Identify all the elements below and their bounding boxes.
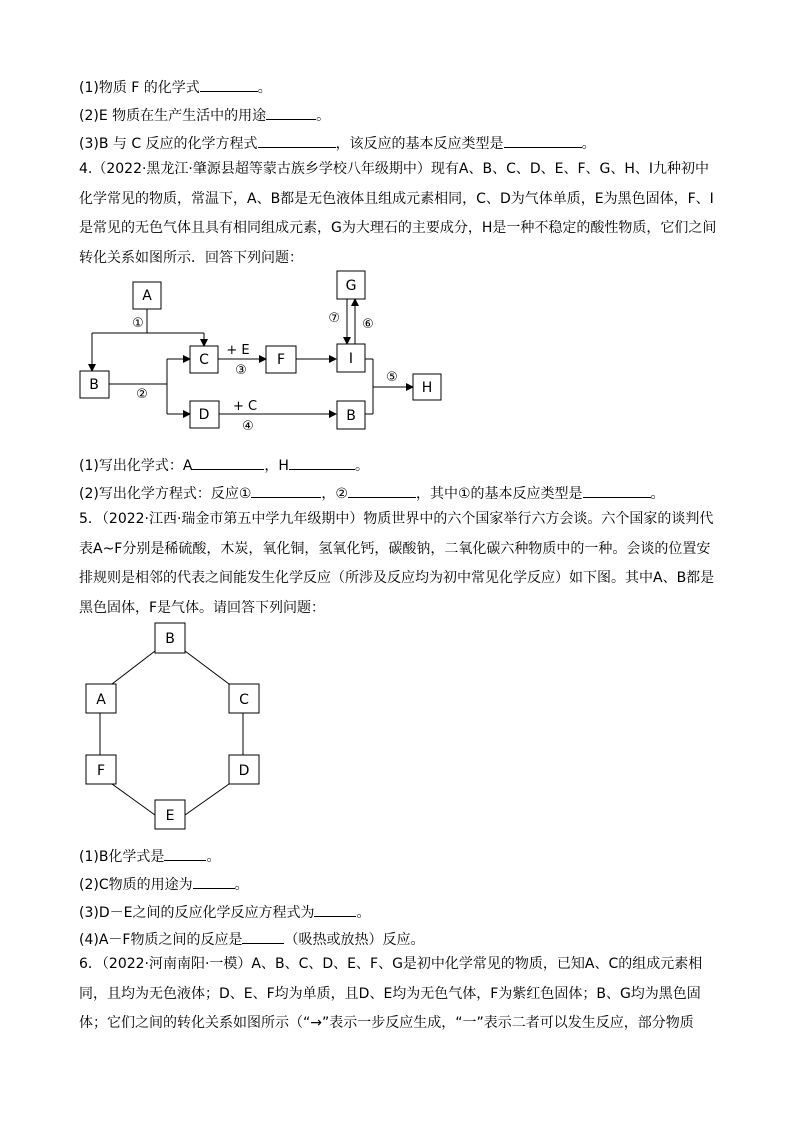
q3-sub3-text-2: ，该反应的基本反应类型是: [335, 136, 504, 152]
reaction-label-6: ⑥: [362, 317, 374, 332]
svg-text:D: D: [198, 407, 210, 423]
svg-text:I: I: [348, 351, 354, 367]
reaction-label-2: ②: [136, 387, 148, 402]
q4-sub1-end: 。: [354, 458, 369, 474]
q3-sub3-end: 。: [581, 136, 596, 152]
answer-blank[interactable]: [289, 455, 355, 470]
reaction-label-7: ⑦: [328, 311, 340, 326]
q3-sub2-text: (2)E 物质在生产生活中的用途: [79, 108, 267, 124]
svg-text:A: A: [96, 692, 106, 708]
q4-sub2-text-3: ，其中①的基本反应类型是: [415, 486, 583, 502]
svg-text:F: F: [276, 352, 286, 368]
answer-blank[interactable]: [242, 929, 284, 944]
q3-sub1-end: 。: [257, 80, 272, 96]
q5-sub4-end: （吸热或放热）反应。: [284, 932, 425, 948]
q5-sub1: [79, 846, 220, 866]
q5-sub1-end: 。: [206, 849, 221, 865]
svg-text:A: A: [142, 288, 152, 304]
q3-sub2-end: 。: [316, 108, 331, 124]
q5-sub4-text: (4)A－F物质之间的反应是: [79, 932, 243, 948]
reaction-label-3: ③: [235, 363, 247, 378]
answer-blank[interactable]: [251, 483, 321, 498]
answer-blank[interactable]: [258, 133, 336, 148]
q3-sub2: [79, 105, 330, 125]
node-B2: [337, 401, 365, 429]
answer-blank[interactable]: [200, 77, 258, 92]
q5-sub2-text: (2)C物质的用途为: [79, 877, 193, 893]
answer-blank[interactable]: [266, 105, 316, 120]
node-F: [266, 346, 296, 373]
q4-sub1-text-2: ，H: [264, 458, 289, 474]
node-C: [190, 346, 218, 373]
q4-sub2-end: 。: [650, 486, 665, 502]
q4-stem: 4.（2022·黑龙江·肇源县超等蒙古族乡学校八年级期中）现有A、B、C、D、E、F、G、H、I九种初中化学常见的物质，常温下，A、B都是无色液体且组成元素相同，C、D为气体单质，E为黑色固体，F、I是常见的无色气体且具有相同组成元素，G为大理石的主要成分，H是一种不稳定的酸性物质，它们之间转化关系如图所示．回答下列问题：: [79, 161, 717, 266]
node-E: [155, 800, 185, 829]
q4-sub1-text: (1)写出化学式：A: [79, 458, 193, 474]
node-H: [413, 374, 441, 400]
svg-text:C: C: [199, 352, 209, 368]
node-B: [80, 371, 109, 398]
svg-text:G: G: [345, 278, 357, 294]
svg-text:B: B: [346, 408, 356, 424]
svg-text:B: B: [89, 377, 99, 393]
q4-sub2-text: (2)写出化学方程式：反应①: [79, 486, 252, 502]
q3-sub3: [79, 133, 596, 153]
node-D: [190, 401, 219, 428]
answer-blank[interactable]: [192, 455, 264, 470]
q5-sub2-end: 。: [234, 877, 249, 893]
node-A: [133, 282, 161, 309]
q4-sub2: [79, 483, 665, 503]
answer-blank[interactable]: [314, 902, 356, 917]
node-A: [86, 684, 116, 713]
q5-sub3-end: 。: [356, 905, 371, 921]
q5-sub3-text: (3)D－E之间的反应化学反应方程式为: [79, 905, 315, 921]
node-G: [337, 271, 365, 299]
answer-blank[interactable]: [504, 133, 582, 148]
node-B: [155, 623, 185, 653]
answer-blank[interactable]: [164, 846, 206, 861]
node-F: [86, 755, 116, 784]
q3-sub1-text: (1)物质 F 的化学式: [79, 80, 200, 96]
node-C: [229, 684, 259, 713]
q4-sub2-text-2: ，②: [321, 486, 348, 502]
svg-text:H: H: [421, 380, 433, 396]
reaction-label-5: ⑤: [386, 370, 398, 385]
node-D: [229, 755, 259, 784]
reaction-label-1: ①: [132, 316, 144, 331]
q5-sub4: [79, 929, 424, 949]
q3-sub3-text: (3)B 与 C 反应的化学方程式: [79, 136, 258, 152]
svg-text:D: D: [238, 763, 250, 779]
svg-text:E: E: [165, 808, 175, 824]
answer-blank[interactable]: [348, 483, 416, 498]
q6-stem: 6．（2022·河南南阳·一模）A、B、C、D、E、F、G是初中化学常见的物质，已知A、C的组成元素相同，且均为无色液体；D、E、F均为单质，且D、E均为无色气体，F为紫红色固体；B、G均为黑色固体；它们之间的转化关系如图所示（“→”表示一步反应生成，“一”表示二者可以发生反应，部分物质: [79, 956, 703, 1031]
answer-blank[interactable]: [193, 874, 235, 889]
q5-sub3: [79, 902, 370, 922]
reaction-label-4: ④: [242, 419, 254, 434]
svg-text:F: F: [96, 763, 106, 779]
q4-sub1: [79, 455, 369, 475]
q5-sub1-text: (1)B化学式是: [79, 849, 165, 865]
reagent-plus-c: + C: [232, 399, 258, 414]
reagent-plus-e: + E: [226, 343, 250, 358]
svg-text:B: B: [165, 631, 175, 647]
q5-stem: 5．（2022·江西·瑞金市第五中学九年级期中）物质世界中的六个国家举行六方会谈。六个国家的谈判代表A~F分别是稀硫酸，木炭，氧化铜，氢氧化钙，碳酸钠，二氧化碳六种物质中的一种。会谈的位置安排规则是相邻的代表之间能发生化学反应（所涉及反应均为初中常见化学反应）如下图。其中A、B都是黑色固体，F是气体。请回答下列问题：: [79, 511, 715, 616]
node-I: [337, 344, 365, 372]
answer-blank[interactable]: [583, 483, 651, 498]
svg-text:C: C: [239, 692, 249, 708]
q3-sub1: [79, 77, 272, 97]
q4-diagram: [0, 265, 794, 445]
q5-sub2: [79, 874, 249, 894]
q5-diagram: [0, 615, 794, 835]
